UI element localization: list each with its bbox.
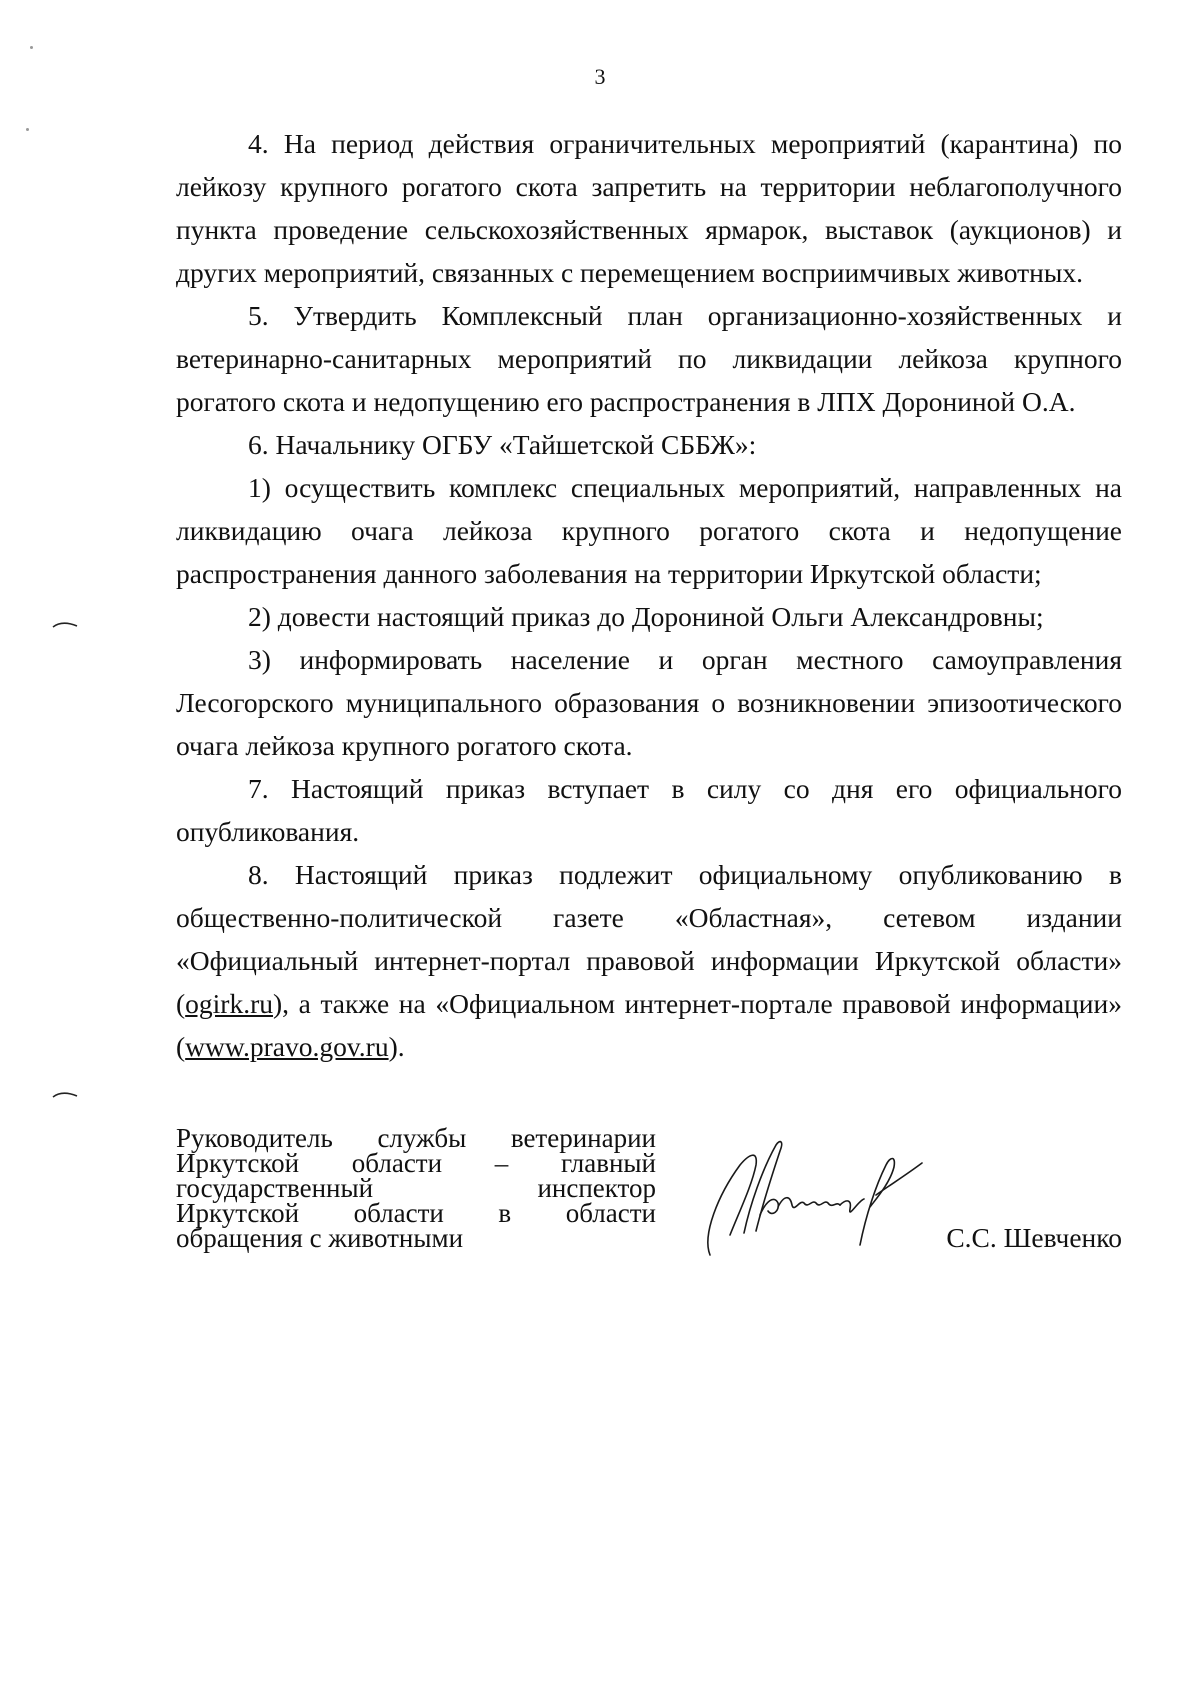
handwritten-signature bbox=[700, 1115, 930, 1265]
paragraph-7: 7. Настоящий приказ вступает в силу со дня его официального опубликования. bbox=[176, 773, 1122, 847]
paragraph-4: 4. На период действия ограничительных мероприятий (карантина) по лейкозу крупного рогатого скота запретить на территории неблагополучного пункта проведение сельскохозяйственных ярмарок, выставок (аукционов) и других мероприятий, связанных с перемещением восприимчивых животных. bbox=[176, 128, 1122, 288]
link-pravo[interactable]: www.pravo.gov.ru bbox=[185, 1031, 389, 1062]
paragraph-8-text-middle: ), а также на «Официальном интернет-портале правовой информации» ( bbox=[176, 988, 1122, 1062]
signatory-title bbox=[176, 1123, 656, 1253]
signatory-title-line: обращения с животными bbox=[176, 1223, 464, 1253]
paragraph-8-text: 8. Настоящий приказ подлежит официальному опубликованию в общественно-политической газете «Областная», сетевом издании «Официальный интернет-портал правовой информации Иркутской области» ( bbox=[176, 859, 1122, 1019]
paragraph-8-text-end: ). bbox=[388, 1031, 405, 1062]
scan-dot bbox=[26, 128, 29, 131]
paragraph-6-item-2: 2) довести настоящий приказ до Дорониной Ольги Александровны; bbox=[248, 601, 1044, 632]
paragraph-6: 6. Начальнику ОГБУ «Тайшетской СББЖ»: bbox=[248, 429, 757, 460]
link-ogirk[interactable]: ogirk.ru bbox=[185, 988, 274, 1019]
margin-mark bbox=[52, 1090, 78, 1098]
signatory-title-line: Иркутской области – главный bbox=[176, 1148, 656, 1178]
paragraph-5: 5. Утвердить Комплексный план организационно-хозяйственных и ветеринарно-санитарных мероприятий по ликвидации лейкоза крупного рогатого скота и недопущению его распространения в ЛПХ Дорониной О.А. bbox=[176, 300, 1122, 417]
signatory-title-line: государственный инспектор bbox=[176, 1173, 656, 1203]
signatory-name: С.С. Шевченко bbox=[946, 1222, 1122, 1253]
margin-mark bbox=[52, 620, 78, 628]
paragraph-6-item-3: 3) информировать население и орган местного самоуправления Лесогорского муниципального образования о возникновении эпизоотического очага лейкоза крупного рогатого скота. bbox=[176, 644, 1122, 761]
paragraph-8 bbox=[176, 853, 1122, 1068]
scan-dot bbox=[30, 46, 33, 49]
signatory-title-line: Руководитель службы ветеринарии bbox=[176, 1123, 656, 1153]
page-number: 3 bbox=[594, 64, 606, 89]
paragraph-6-item-1: 1) осуществить комплекс специальных мероприятий, направленных на ликвидацию очага лейкоза крупного рогатого скота и недопущение распространения данного заболевания на территории Иркутской области; bbox=[176, 472, 1122, 589]
document-body bbox=[176, 122, 1122, 1068]
signatory-title-line: Иркутской области в области bbox=[176, 1198, 656, 1228]
